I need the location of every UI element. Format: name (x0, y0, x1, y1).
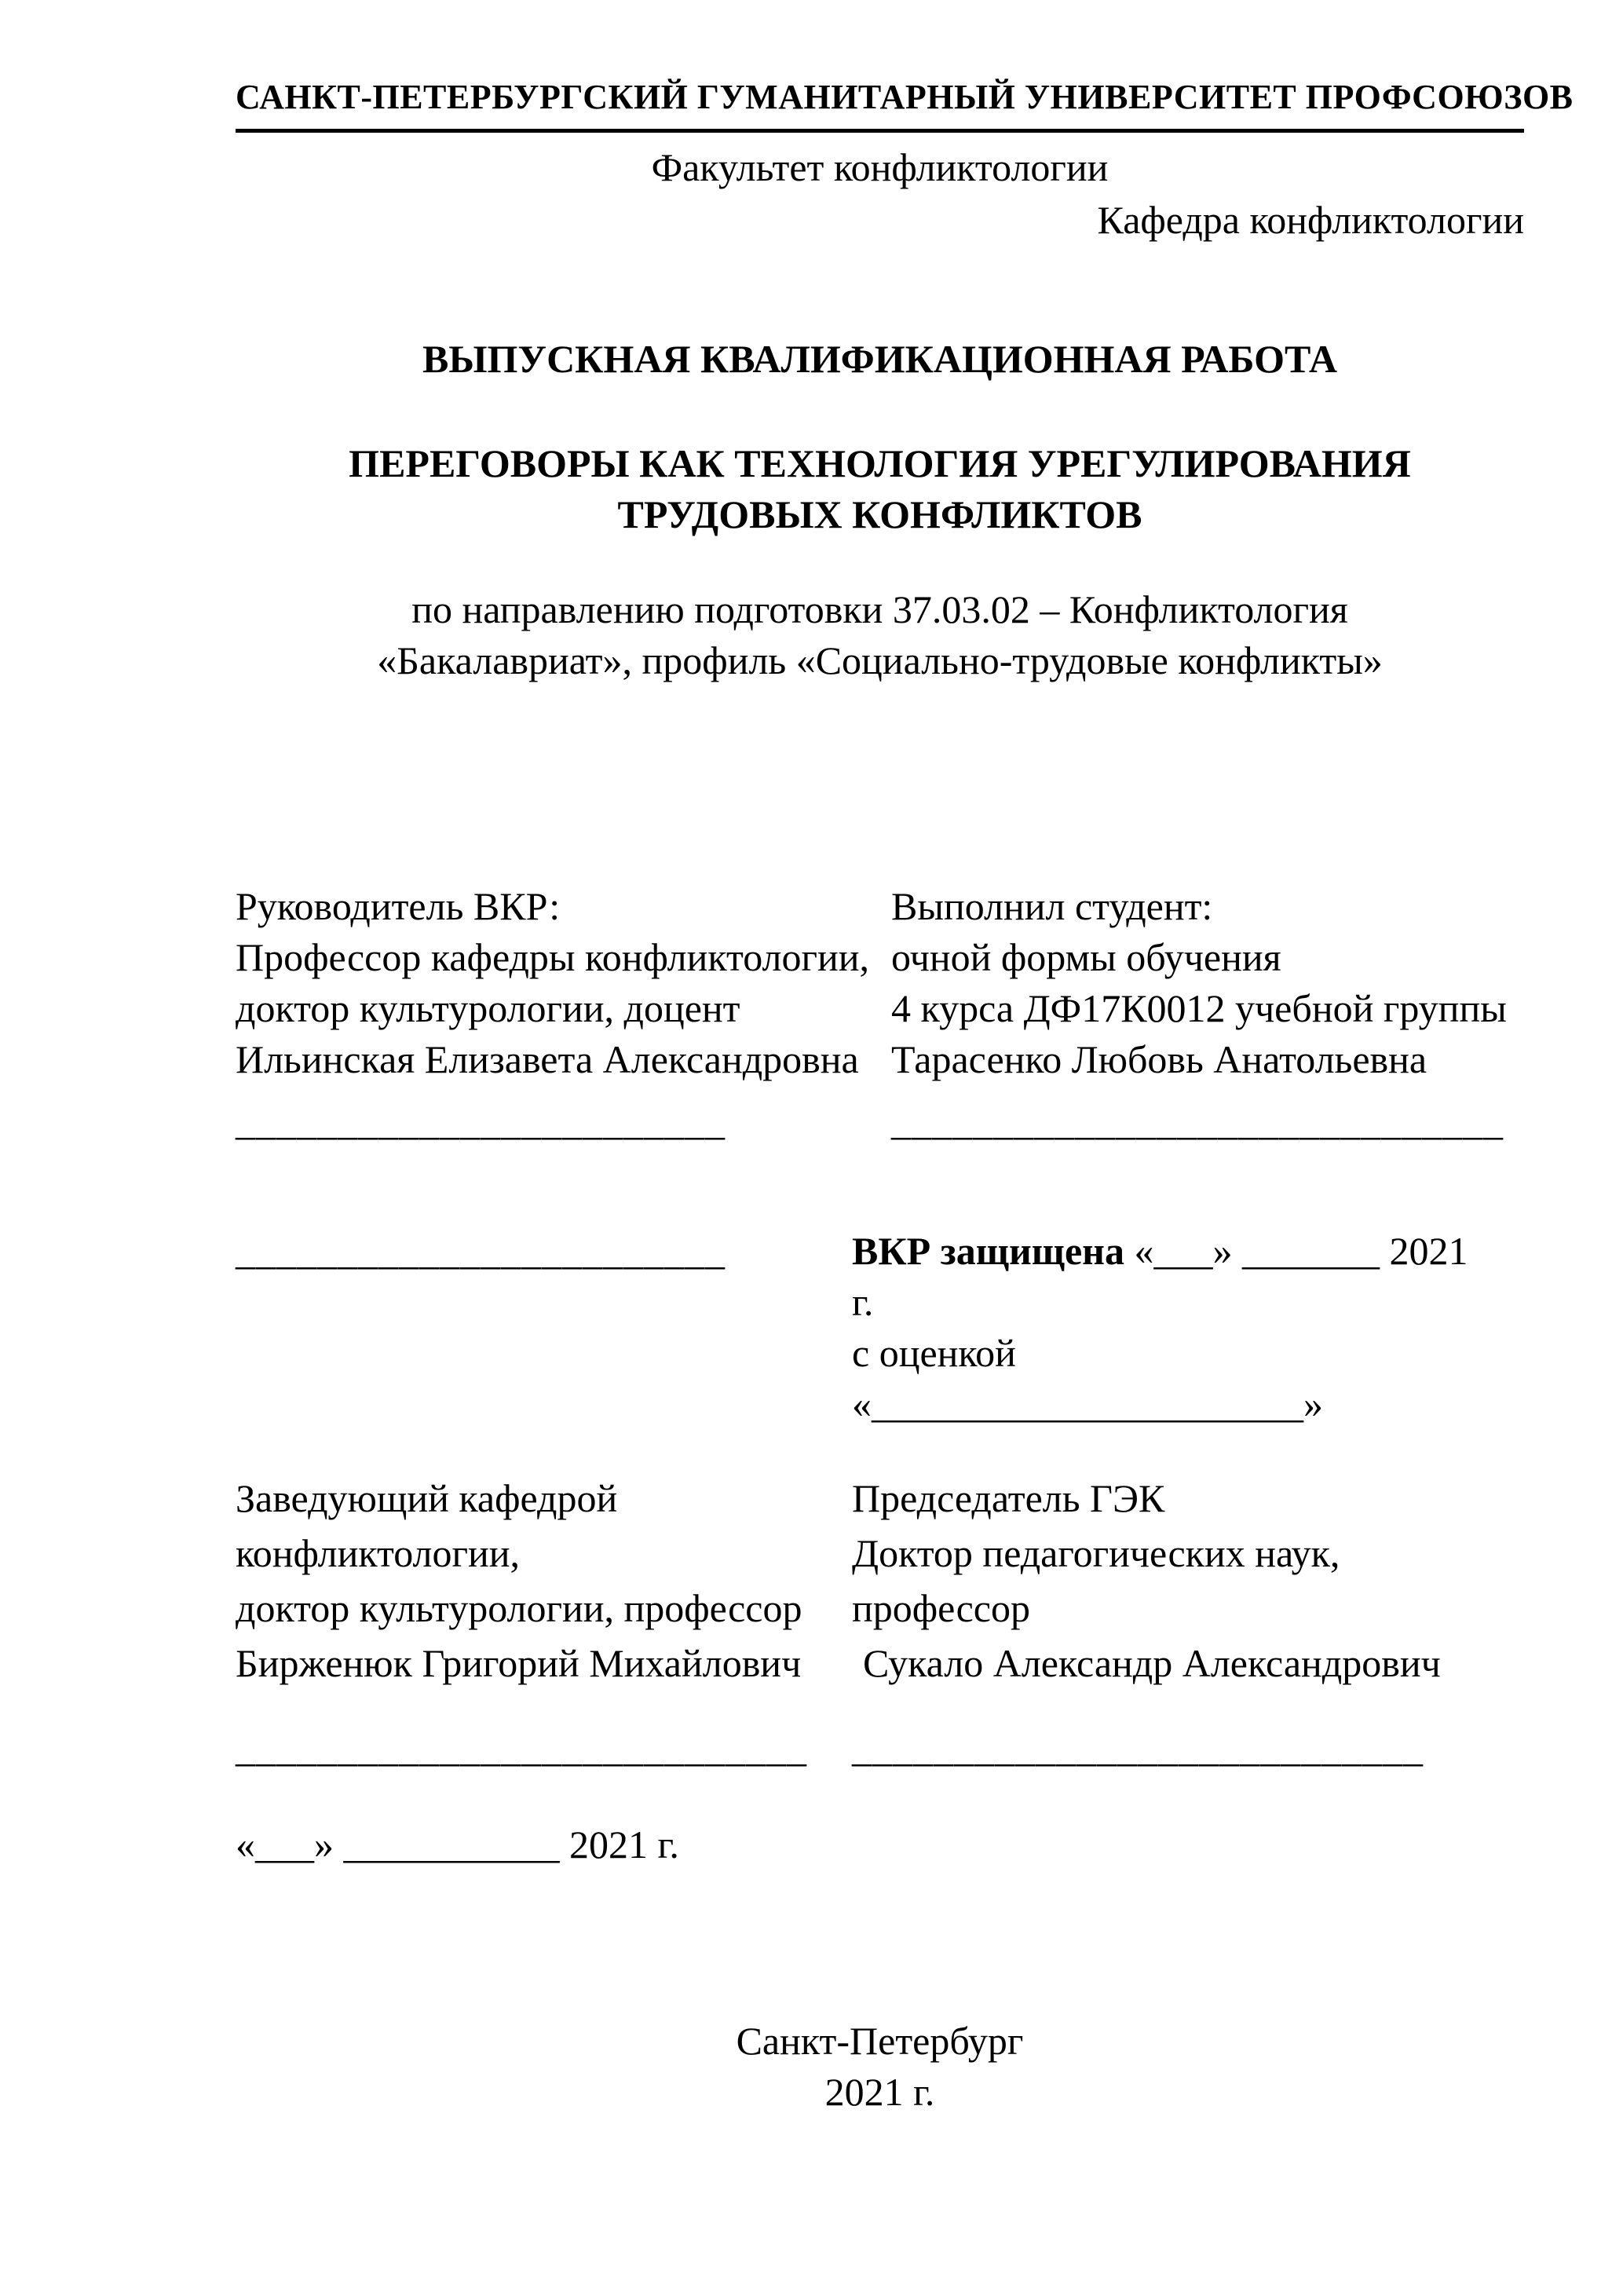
head-chair-block (236, 1471, 1524, 1775)
supervisor-name: Ильинская Елизавета Александровна (236, 1037, 859, 1082)
chair-line-3: профессор (852, 1586, 1030, 1631)
supervisor-label: Руководитель ВКР: (236, 884, 561, 929)
program-info (236, 584, 1524, 686)
defense-column (852, 1226, 1485, 1430)
student-label: Выполнил студент: (891, 884, 1213, 929)
date-line: «___» ___________ 2021 г. (236, 1823, 679, 1867)
defense-date-blank: «___» _______ 2021 г. (852, 1229, 1468, 1325)
year: 2021 г. (824, 2070, 935, 2115)
student-signature-line: ______________________________ (891, 1099, 1504, 1144)
program-direction: по направлению подготовки 37.03.02 – Конфликтология (411, 587, 1348, 632)
defense-grade-line: с оценкой «______________________» (852, 1331, 1323, 1427)
supervisor-position-2: доктор культурологии, доцент (236, 986, 740, 1031)
chair-name: Сукало Александр Александрович (863, 1641, 1441, 1686)
student-info-1: очной формы обучения (891, 935, 1281, 980)
defense-line (852, 1226, 1485, 1328)
head-line-2: конфликтологии, (236, 1531, 521, 1576)
chair-line-2: Доктор педагогических наук, (852, 1531, 1340, 1576)
head-line-3: доктор культурологии, профессор (236, 1586, 802, 1631)
city: Санкт-Петербург (736, 2019, 1024, 2064)
second-signature-column (236, 1226, 891, 1430)
supervisor-signature-line: ________________________ (236, 1099, 726, 1144)
head-signature-line: ____________________________ (236, 1726, 807, 1771)
chair-line-1: Председатель ГЭК (852, 1476, 1165, 1521)
supervisor-position-1: Профессор кафедры конфликтологии, (236, 935, 870, 980)
gek-chair-column (852, 1471, 1485, 1775)
thesis-title-line-2: ТРУДОВЫХ КОНФЛИКТОВ (617, 492, 1142, 537)
work-type-heading: ВЫПУСКНАЯ КВАЛИФИКАЦИОННАЯ РАБОТА (422, 337, 1337, 382)
program-profile: «Бакалавриат», профиль «Социально-трудовые конфликты» (377, 638, 1383, 683)
student-column (891, 881, 1524, 1147)
footer (236, 2016, 1524, 2118)
thesis-title-line-1: ПЕРЕГОВОРЫ КАК ТЕХНОЛОГИЯ УРЕГУЛИРОВАНИЯ (349, 441, 1411, 486)
faculty-name: Факультет конфликтологии (651, 145, 1109, 190)
student-info-2: 4 курса ДФ17К0012 учебной группы (891, 986, 1507, 1031)
supervisor-column (236, 881, 891, 1147)
second-signature-line: ________________________ (236, 1229, 726, 1274)
supervisor-student-block (236, 881, 1524, 1147)
thesis-title (236, 438, 1524, 540)
chair-signature-line: ____________________________ (852, 1726, 1424, 1771)
defense-block (236, 1226, 1524, 1430)
head-of-department-column (236, 1471, 891, 1775)
university-name: САНКТ-ПЕТЕРБУРГСКИЙ ГУМАНИТАРНЫЙ УНИВЕРСИТЕТ ПРОФСОЮЗОВ (236, 75, 1524, 133)
defense-label: ВКР защищена (852, 1229, 1124, 1274)
head-name: Бирженюк Григорий Михайлович (236, 1641, 802, 1686)
head-line-1: Заведующий кафедрой (236, 1476, 618, 1521)
student-name: Тарасенко Любовь Анатольевна (891, 1037, 1427, 1082)
department-name: Кафедра конфликтологии (1097, 198, 1524, 243)
